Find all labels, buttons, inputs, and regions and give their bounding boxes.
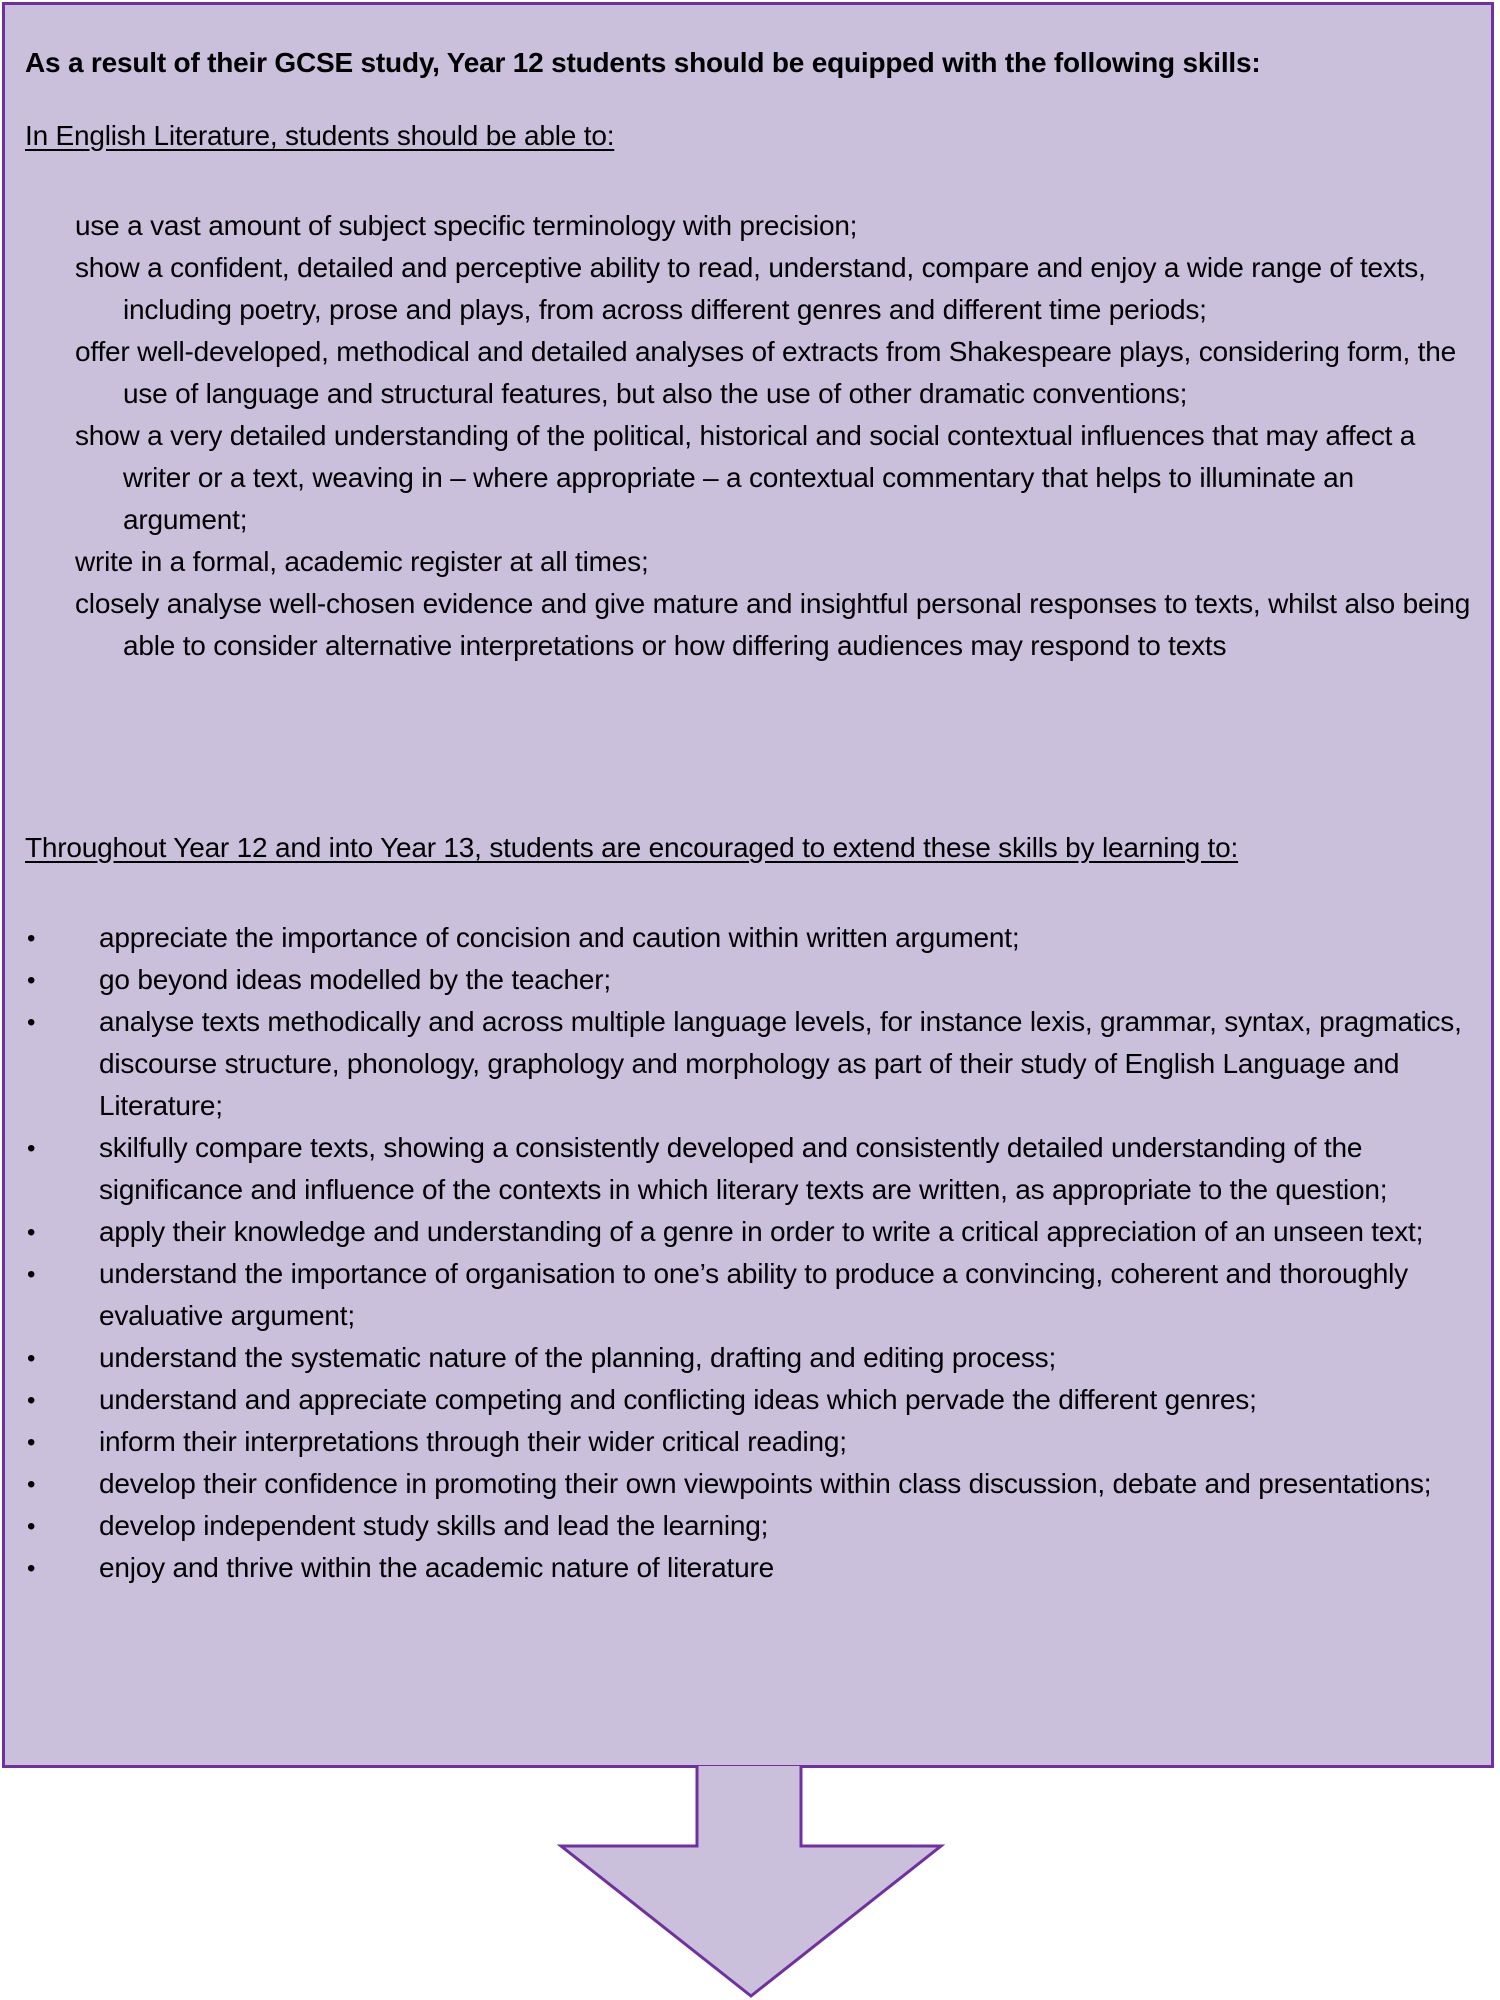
extend-skill-text: understand the systematic nature of the planning, drafting and editing process; (99, 1342, 1057, 1373)
bullet-icon: • (27, 1135, 36, 1162)
extend-skill-text: apply their knowledge and understanding of a genre in order to write a critical appreciation of an unseen text; (99, 1216, 1424, 1247)
extend-skill-item (5, 917, 1497, 959)
literature-skill-item: use a vast amount of subject specific terminology with precision; (75, 210, 858, 241)
extend-skill-text: develop independent study skills and lead the learning; (99, 1510, 769, 1541)
bullet-icon: • (27, 967, 36, 994)
extend-skill-item (5, 1379, 1497, 1421)
extend-skill-item (5, 1463, 1497, 1505)
panel-heading: As a result of their GCSE study, Year 12 students should be equipped with the following skills: (25, 47, 1261, 78)
bullet-icon: • (27, 1429, 36, 1456)
bullet-icon: • (27, 1471, 36, 1498)
extend-skill-item (5, 1337, 1497, 1379)
extend-skill-text: inform their interpretations through their wider critical reading; (99, 1426, 847, 1457)
bullet-icon: • (27, 1261, 36, 1288)
extend-skill-item (5, 1211, 1497, 1253)
extend-skill-text: develop their confidence in promoting their own viewpoints within class discussion, debate and presentations; (99, 1468, 1432, 1499)
extend-skill-item (5, 1001, 1497, 1127)
bullet-icon: • (27, 1513, 36, 1540)
bullet-icon: • (27, 1219, 36, 1246)
bullet-icon: • (27, 1345, 36, 1372)
extend-skill-text: analyse texts methodically and across multiple language levels, for instance lexis, grammar, syntax, pragmatics, discourse structure, phonology, graphology and morphology as part of their study of English Language and Literature; (99, 1006, 1462, 1121)
extend-skill-item (5, 1547, 1497, 1589)
extend-skill-item (5, 1253, 1497, 1337)
extend-skill-text: go beyond ideas modelled by the teacher; (99, 964, 611, 995)
extend-skill-text: understand the importance of organisation to one’s ability to produce a convincing, coherent and thoroughly evaluative argument; (99, 1258, 1408, 1331)
literature-skill-item: offer well-developed, methodical and detailed analyses of extracts from Shakespeare plays, considering form, the use of language and structural features, but also the use of other dramatic conventions; (75, 336, 1456, 409)
extend-skill-text: understand and appreciate competing and conflicting ideas which pervade the different genres; (99, 1384, 1257, 1415)
extend-intro: Throughout Year 12 and into Year 13, students are encouraged to extend these skills by learning to: (25, 832, 1239, 863)
extend-skill-text: appreciate the importance of concision and caution within written argument; (99, 922, 1020, 953)
arrow-join-cover (699, 1766, 800, 1770)
bullet-icon: • (27, 1009, 36, 1036)
extend-skill-item (5, 1505, 1497, 1547)
skills-panel (2, 2, 1494, 1768)
bullet-icon: • (27, 1555, 36, 1582)
extend-skill-item (5, 959, 1497, 1001)
down-arrow-shape (561, 1766, 941, 1996)
literature-intro: In English Literature, students should be able to: (25, 120, 615, 151)
bullet-icon: • (27, 1387, 36, 1414)
literature-skill-item: closely analyse well-chosen evidence and give mature and insightful personal responses to texts, whilst also being able to consider alternative interpretations or how differing audiences may respond to texts (75, 588, 1471, 661)
extend-skill-item (5, 1421, 1497, 1463)
literature-skill-item: write in a formal, academic register at all times; (75, 546, 649, 577)
literature-skills-list (5, 205, 1497, 667)
down-arrow-icon (557, 1766, 945, 1998)
literature-skill-item: show a confident, detailed and perceptive ability to read, understand, compare and enjoy a wide range of texts, including poetry, prose and plays, from across different genres and different time periods; (75, 252, 1426, 325)
extend-skills-list (5, 917, 1497, 1589)
bullet-icon: • (27, 925, 36, 952)
extend-skill-item (5, 1127, 1497, 1211)
literature-skill-item: show a very detailed understanding of the political, historical and social contextual influences that may affect a writer or a text, weaving in – where appropriate – a contextual commentary that helps to illuminate an argument; (75, 420, 1416, 535)
extend-skill-text: skilfully compare texts, showing a consistently developed and consistently detailed understanding of the significance and influence of the contexts in which literary texts are written, as appropriate to the question; (99, 1132, 1388, 1205)
extend-skill-text: enjoy and thrive within the academic nature of literature (99, 1552, 774, 1583)
